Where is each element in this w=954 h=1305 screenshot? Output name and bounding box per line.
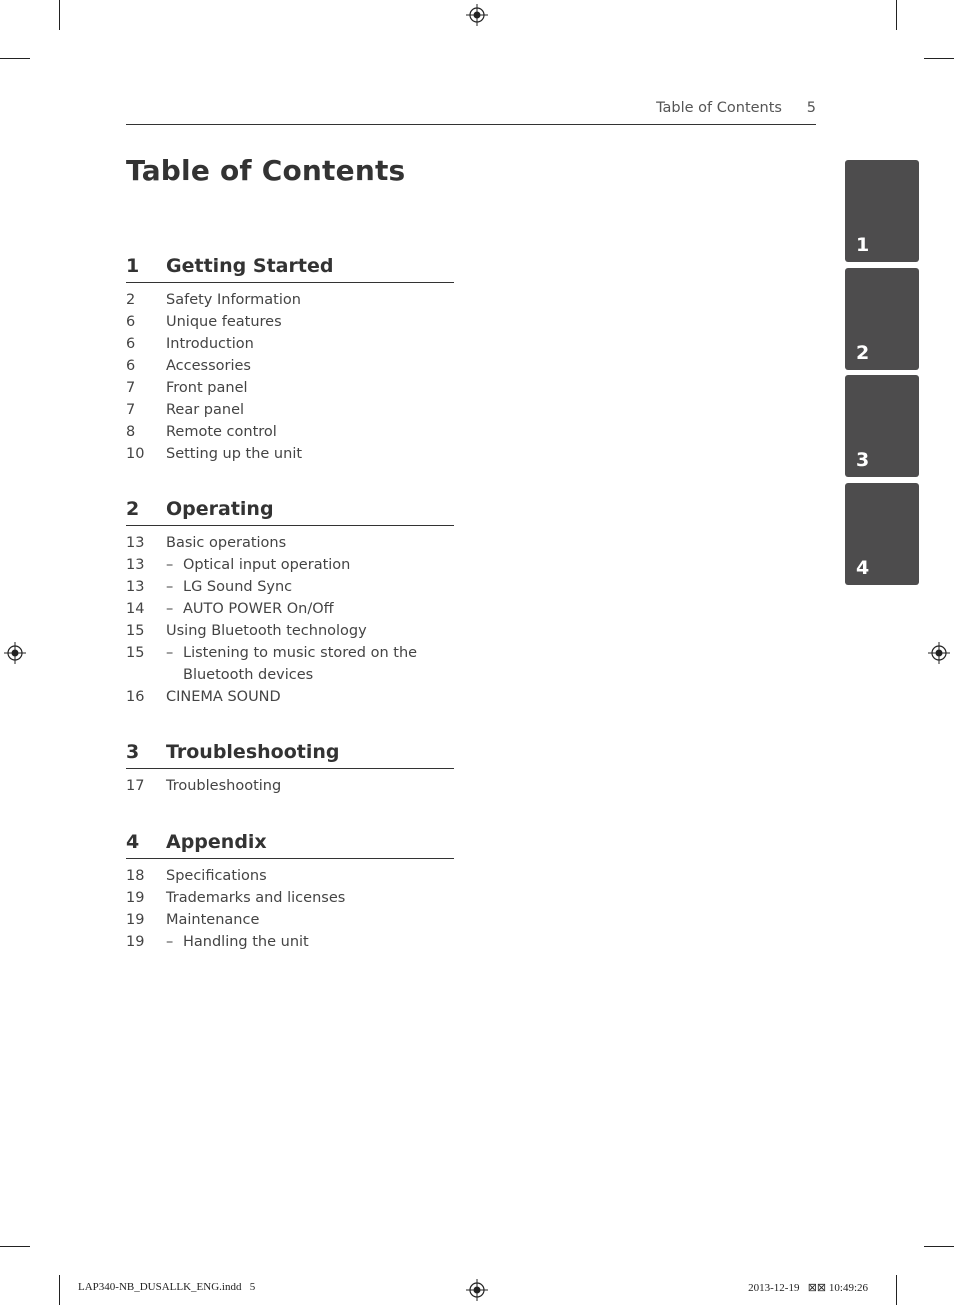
dash-bullet: – bbox=[166, 645, 174, 661]
toc-entry[interactable] bbox=[126, 910, 454, 932]
entry-text: Setting up the unit bbox=[166, 446, 303, 462]
entry-page: 13 bbox=[126, 579, 145, 595]
toc-section-troubleshooting bbox=[126, 739, 454, 798]
chapter-tab-number: 3 bbox=[856, 449, 870, 471]
entry-page: 19 bbox=[126, 890, 145, 906]
dash-bullet: – bbox=[166, 934, 174, 950]
toc-entry[interactable] bbox=[126, 888, 454, 910]
crop-mark bbox=[0, 1246, 30, 1247]
chapter-tab-2[interactable] bbox=[845, 268, 919, 370]
entry-page: 13 bbox=[126, 535, 145, 551]
section-title: Getting Started bbox=[166, 255, 334, 277]
entry-text: Maintenance bbox=[166, 912, 260, 928]
entry-page: 7 bbox=[126, 402, 136, 418]
print-slug-timestamp: 2013-12-19 ⊠⊠ 10:49:26 bbox=[748, 1282, 868, 1294]
running-header bbox=[126, 100, 816, 125]
entry-page: 15 bbox=[126, 645, 145, 661]
entry-text: Optical input operation bbox=[183, 557, 351, 573]
registration-mark-icon bbox=[466, 1279, 488, 1301]
entry-page: 6 bbox=[126, 358, 136, 374]
section-number: 1 bbox=[126, 255, 140, 277]
entry-page: 19 bbox=[126, 912, 145, 928]
chapter-tab-3[interactable] bbox=[845, 375, 919, 477]
dash-bullet: – bbox=[166, 579, 174, 595]
entry-page: 6 bbox=[126, 314, 136, 330]
registration-mark-icon bbox=[466, 4, 488, 26]
section-title: Troubleshooting bbox=[166, 741, 340, 763]
crop-mark bbox=[896, 1275, 897, 1305]
section-number: 3 bbox=[126, 741, 140, 763]
registration-mark-icon bbox=[928, 642, 950, 664]
chapter-tab-number: 4 bbox=[856, 557, 870, 579]
section-number: 2 bbox=[126, 498, 140, 520]
entry-page: 7 bbox=[126, 380, 136, 396]
entry-text: Introduction bbox=[166, 336, 254, 352]
toc-entry[interactable] bbox=[126, 290, 454, 312]
section-title: Appendix bbox=[166, 831, 267, 853]
chapter-tab-4[interactable] bbox=[845, 483, 919, 585]
entry-text: Handling the unit bbox=[183, 934, 309, 950]
toc-entry[interactable] bbox=[126, 866, 454, 888]
entry-text: Unique features bbox=[166, 314, 282, 330]
section-heading bbox=[126, 829, 454, 859]
toc-entry[interactable] bbox=[126, 533, 454, 555]
toc-entry[interactable] bbox=[126, 776, 454, 798]
toc-section-appendix bbox=[126, 829, 454, 954]
section-number: 4 bbox=[126, 831, 140, 853]
entry-page: 16 bbox=[126, 689, 145, 705]
toc-entry[interactable] bbox=[126, 422, 454, 444]
toc-section-operating bbox=[126, 496, 454, 709]
toc-entry[interactable] bbox=[126, 621, 454, 643]
chapter-tab-number: 1 bbox=[856, 234, 870, 256]
entry-text-continued: Bluetooth devices bbox=[183, 667, 314, 683]
running-header-title: Table of Contents bbox=[656, 100, 782, 116]
chapter-tab-1[interactable] bbox=[845, 160, 919, 262]
section-heading bbox=[126, 739, 454, 769]
crop-mark bbox=[59, 0, 60, 30]
crop-mark bbox=[924, 1246, 954, 1247]
entry-text: Using Bluetooth technology bbox=[166, 623, 367, 639]
entry-page: 10 bbox=[126, 446, 145, 462]
toc-entry[interactable] bbox=[126, 444, 454, 466]
crop-mark bbox=[0, 58, 30, 59]
section-heading bbox=[126, 253, 454, 283]
crop-mark bbox=[59, 1275, 60, 1305]
toc-entry[interactable] bbox=[126, 356, 454, 378]
toc-subentry[interactable] bbox=[126, 643, 454, 687]
entry-text: AUTO POWER On/Off bbox=[183, 601, 334, 617]
section-heading bbox=[126, 496, 454, 526]
toc-entry[interactable] bbox=[126, 378, 454, 400]
toc-entry[interactable] bbox=[126, 400, 454, 422]
toc-subentry[interactable] bbox=[126, 555, 454, 577]
crop-mark bbox=[924, 58, 954, 59]
entry-page: 2 bbox=[126, 292, 136, 308]
entry-page: 17 bbox=[126, 778, 145, 794]
dash-bullet: – bbox=[166, 601, 174, 617]
entry-page: 6 bbox=[126, 336, 136, 352]
toc-entry[interactable] bbox=[126, 334, 454, 356]
entry-text: Front panel bbox=[166, 380, 248, 396]
page-title: Table of Contents bbox=[126, 154, 406, 187]
entry-text: Basic operations bbox=[166, 535, 287, 551]
crop-mark bbox=[896, 0, 897, 30]
entry-text: Specifications bbox=[166, 868, 267, 884]
entry-page: 18 bbox=[126, 868, 145, 884]
entry-page: 13 bbox=[126, 557, 145, 573]
page-number: 5 bbox=[806, 100, 816, 116]
entry-text: Safety Information bbox=[166, 292, 301, 308]
toc-subentry[interactable] bbox=[126, 932, 454, 954]
entry-text: Listening to music stored on the bbox=[183, 645, 418, 661]
dash-bullet: – bbox=[166, 557, 174, 573]
entry-text: Accessories bbox=[166, 358, 251, 374]
entry-page: 19 bbox=[126, 934, 145, 950]
entry-page: 15 bbox=[126, 623, 145, 639]
entry-page: 14 bbox=[126, 601, 145, 617]
entry-text: Rear panel bbox=[166, 402, 245, 418]
entry-text: Trademarks and licenses bbox=[166, 890, 346, 906]
registration-mark-icon bbox=[4, 642, 26, 664]
section-title: Operating bbox=[166, 498, 274, 520]
toc-entry[interactable] bbox=[126, 312, 454, 334]
toc-subentry[interactable] bbox=[126, 599, 454, 621]
chapter-tab-number: 2 bbox=[856, 342, 870, 364]
entry-page: 8 bbox=[126, 424, 136, 440]
entry-text: Remote control bbox=[166, 424, 277, 440]
print-slug-filename: LAP340-NB_DUSALLK_ENG.indd 5 bbox=[78, 1281, 256, 1293]
entry-text: LG Sound Sync bbox=[183, 579, 293, 595]
toc-section-getting-started bbox=[126, 253, 454, 466]
toc-entry[interactable] bbox=[126, 687, 454, 709]
toc-subentry[interactable] bbox=[126, 577, 454, 599]
entry-text: CINEMA SOUND bbox=[166, 689, 281, 705]
entry-text: Troubleshooting bbox=[166, 778, 282, 794]
